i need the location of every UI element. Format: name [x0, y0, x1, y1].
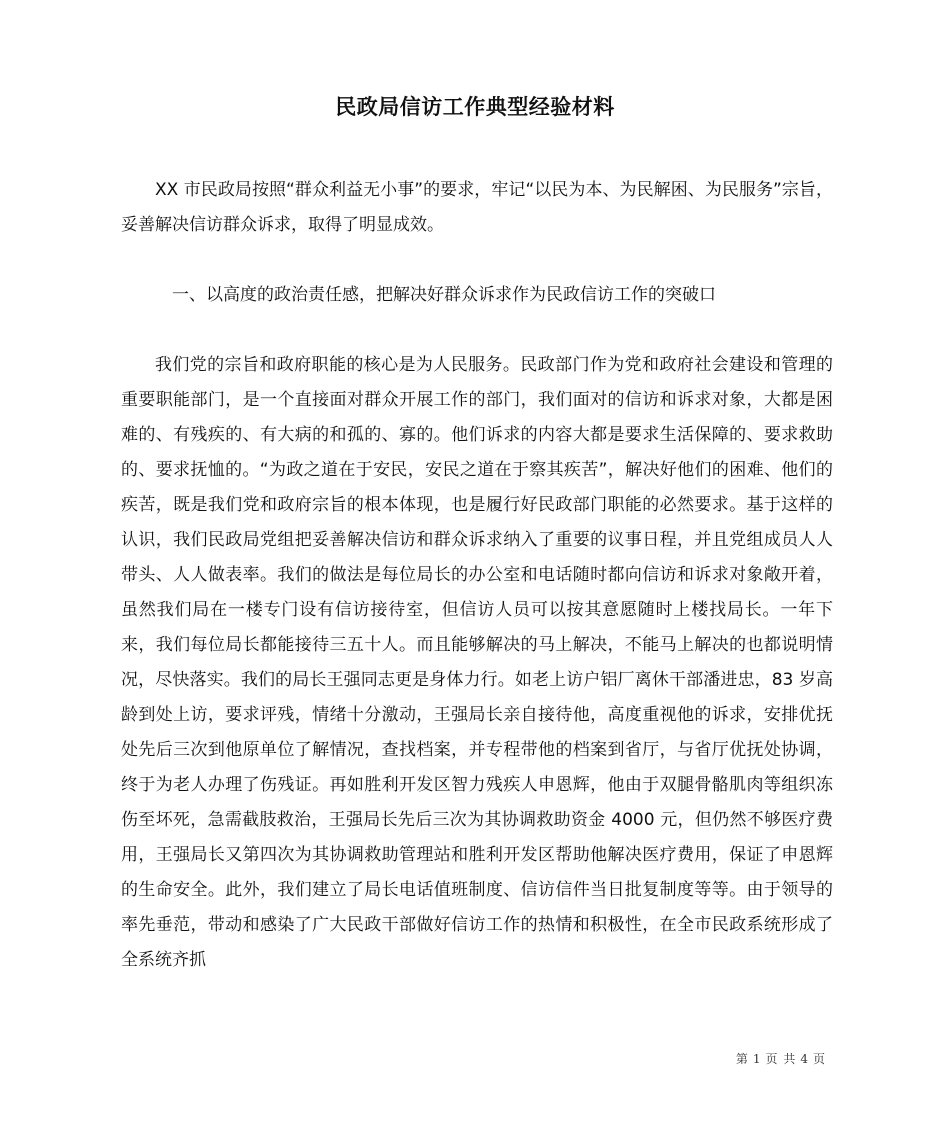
footer-label-of: 页 共	[765, 1052, 797, 1066]
footer-current-page: 1	[752, 1052, 762, 1066]
intro-paragraph: XX 市民政局按照“群众利益无小事”的要求，牢记“以民为本、为民解困、为民服务”宗旨，妥善解决信访群众诉求，取得了明显成效。	[121, 180, 833, 235]
footer-label-page: 第	[735, 1052, 749, 1066]
page-footer	[734, 1050, 828, 1067]
footer-label-end: 页	[812, 1052, 826, 1066]
footer-total-pages: 4	[800, 1052, 809, 1066]
section-heading-1: 一、以高度的政治责任感，把解决好群众诉求作为民政信访工作的突破口	[172, 285, 716, 305]
document-title: 民政局信访工作典型经验材料	[335, 95, 615, 119]
body-paragraph: 我们党的宗旨和政府职能的核心是为人民服务。民政部门作为党和政府社会建设和管理的重要职能部门，是一个直接面对群众开展工作的部门，我们面对的信访和诉求对象，大都是困难的、有残疾的、有大病的和孤的、寡的。他们诉求的内容大都是要求生活保障的、要求救助的、要求抚恤的。“为政之道在于安民，安民之道在于察其疾苦”，解决好他们的困难、他们的疾苦，既是我们党和政府宗旨的根本体现，也是履行好民政部门职能的必然要求。基于这样的认识，我们民政局党组把妥善解决信访和群众诉求纳入了重要的议事日程，并且党组成员人人带头、人人做表率。我们的做法是每位局长的办公室和电话随时都向信访和诉求对象敞开着，虽然我们局在一楼专门设有信访接待室，但信访人员可以按其意愿随时上楼找局长。一年下来，我们每位局长都能接待三五十人。而且能够解决的马上解决，不能马上解决的也都说明情况，尽快落实。我们的局长王强同志更是身体力行。如老上访户铝厂离休干部潘进忠，83 岁高龄到处上访，要求评残，情绪十分激动，王强局长亲自接待他，高度重视他的诉求，安排优抚处先后三次到他原单位了解情况，查找档案，并专程带他的档案到省厅，与省厅优抚处协调，终于为老人办理了伤残证。再如胜利开发区智力残疾人申恩辉，他由于双腿骨骼肌肉等组织冻伤至坏死，急需截肢救治，王强局长先后三次为其协调救助资金 4000 元，但仍然不够医疗费用，王强局长又第四次为其协调救助管理站和胜利开发区帮助他解决医疗费用，保证了申恩辉的生命安全。此外，我们建立了局长电话值班制度、信访信件当日批复制度等等。由于领导的率先垂范，带动和感染了广大民政干部做好信访工作的热情和积极性，在全市民政系统形成了全系统齐抓	[121, 355, 833, 970]
document-body	[121, 173, 833, 978]
